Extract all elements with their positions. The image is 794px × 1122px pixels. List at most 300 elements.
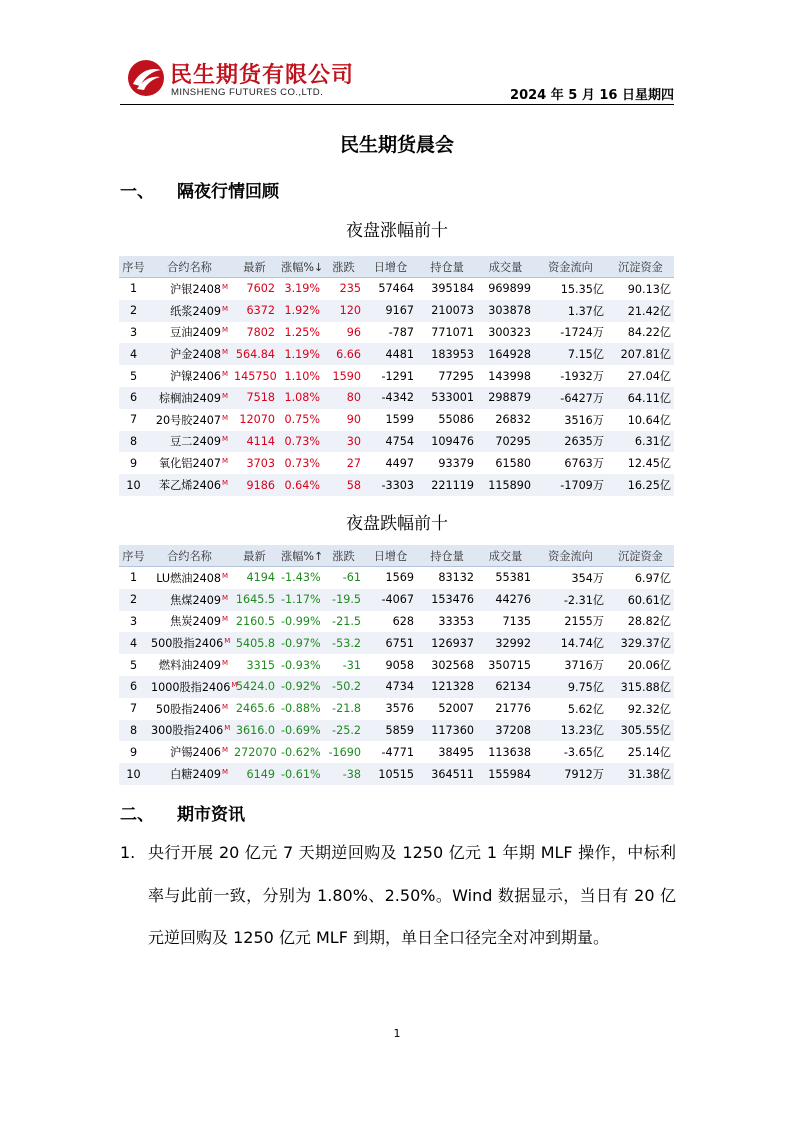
table-cell: 117360 <box>417 720 477 742</box>
table-cell <box>148 654 231 676</box>
table-cell: 145750 <box>234 369 277 383</box>
table-cell: 1599 <box>385 413 414 427</box>
table-cell: 33353 <box>438 614 474 628</box>
main-contract-mark: M <box>231 680 238 689</box>
table-row <box>119 474 674 496</box>
table-cell: 6 <box>119 387 148 409</box>
table-cell: 207.81亿 <box>607 343 674 365</box>
main-contract-mark: M <box>224 637 231 646</box>
table-cell: 272070 <box>234 745 277 759</box>
table-cell: 8 <box>119 431 148 453</box>
contract-name: 苯乙烯2406 <box>158 479 221 493</box>
column-header: 日增仓 <box>364 256 417 278</box>
table-cell: -3303 <box>364 474 417 496</box>
table-cell: 298879 <box>477 387 534 409</box>
table-row <box>119 567 674 589</box>
table-cell <box>148 698 231 720</box>
main-contract-mark: M <box>221 370 228 379</box>
table-cell: 62134 <box>477 676 534 698</box>
table-cell: 395184 <box>431 282 474 296</box>
column-header: 涨跌 <box>323 545 364 567</box>
table-cell: 10 <box>119 474 148 496</box>
main-contract-mark: M <box>221 282 228 291</box>
column-header: 持仓量 <box>417 545 477 567</box>
table-cell: 6 <box>119 676 148 698</box>
table-cell: 12.45亿 <box>627 457 671 471</box>
table-row <box>119 300 674 322</box>
column-header: 成交量 <box>477 256 534 278</box>
table-cell: 6.31亿 <box>607 431 674 453</box>
table-cell: 15.35亿 <box>560 282 604 296</box>
table-cell: -1724万 <box>560 326 604 340</box>
table-cell: 80 <box>323 387 364 409</box>
losers-table-title: 夜盘跌幅前十 <box>346 514 448 534</box>
night-losers-table <box>119 545 674 785</box>
table-cell: -21.8 <box>332 702 361 716</box>
table-cell: 1 <box>129 571 138 585</box>
table-cell: 3576 <box>385 702 414 716</box>
column-header: 合约名称 <box>148 545 231 567</box>
table-cell: 27.04亿 <box>627 370 671 384</box>
table-cell: 354万 <box>571 571 604 585</box>
table-cell: -1709万 <box>534 474 607 496</box>
table-cell: -0.97% <box>278 632 323 654</box>
table-cell: 9058 <box>385 658 414 672</box>
table-cell: 5.62亿 <box>567 702 604 716</box>
table-cell <box>148 343 231 365</box>
table-cell: 0.64% <box>278 474 323 496</box>
table-cell: 21.42亿 <box>607 300 674 322</box>
table-cell: -19.5 <box>323 589 364 611</box>
table-cell <box>148 431 231 453</box>
table-cell: 564.84 <box>231 343 278 365</box>
table-cell: -38 <box>323 763 364 785</box>
contract-name: 沪锡2406 <box>170 746 221 760</box>
section-number: 一、 <box>120 182 154 202</box>
column-header: 资金流向 <box>534 545 607 567</box>
table-cell: 21776 <box>495 702 531 716</box>
table-cell: 64.11亿 <box>607 387 674 409</box>
table-row <box>119 720 674 742</box>
table-cell: 5405.8 <box>231 632 278 654</box>
table-cell: 0.75% <box>284 413 320 427</box>
table-cell <box>148 632 231 654</box>
table-cell: 2160.5 <box>235 614 275 628</box>
table-cell: 58 <box>323 474 364 496</box>
table-cell: 969899 <box>488 282 531 296</box>
table-cell <box>148 741 231 763</box>
table-header-row <box>119 256 674 278</box>
table-cell: 55381 <box>495 571 531 585</box>
table-cell: 9.75亿 <box>534 676 607 698</box>
table-cell: 0.73% <box>284 456 320 470</box>
table-cell: 3315 <box>246 658 275 672</box>
table-row <box>119 343 674 365</box>
main-contract-mark: M <box>221 615 228 624</box>
table-cell: 3616.0 <box>231 720 278 742</box>
column-header: 最新 <box>231 545 278 567</box>
contract-name: 沪金2408 <box>170 348 221 362</box>
logo-mark-icon <box>126 58 166 98</box>
contract-name: 500股指2406 <box>151 637 224 651</box>
table-cell: 3 <box>129 325 138 339</box>
table-cell: 7602 <box>246 282 275 296</box>
report-date: 2024 年 5 月 16 日星期四 <box>510 88 674 103</box>
table-cell <box>148 365 231 387</box>
table-cell: 10.64亿 <box>627 413 671 427</box>
contract-name: 沪银2408 <box>170 282 221 296</box>
table-cell <box>148 474 231 496</box>
table-row <box>119 763 674 785</box>
table-cell: 7 <box>129 413 138 427</box>
table-cell <box>148 720 231 742</box>
table-cell: 2 <box>119 589 148 611</box>
table-cell: 9 <box>129 456 138 470</box>
table-cell: 57464 <box>378 282 414 296</box>
table-cell <box>148 409 231 431</box>
table-row <box>119 741 674 763</box>
table-cell: 1569 <box>385 571 414 585</box>
table-cell: -4342 <box>364 387 417 409</box>
table-cell <box>148 567 231 589</box>
table-cell: 3.19% <box>284 282 320 296</box>
column-header: 序号 <box>119 256 148 278</box>
table-cell: 92.32亿 <box>627 702 671 716</box>
table-cell: 9167 <box>364 300 417 322</box>
table-cell: 7802 <box>246 325 275 339</box>
contract-name: LU燃油2408 <box>156 571 221 585</box>
table-cell: 9186 <box>231 474 278 496</box>
table-cell: 60.61亿 <box>607 589 674 611</box>
column-header: 最新 <box>231 256 278 278</box>
table-cell <box>148 300 231 322</box>
table-cell: 16.25亿 <box>607 474 674 496</box>
table-cell: 6372 <box>231 300 278 322</box>
table-cell: 329.37亿 <box>607 632 674 654</box>
table-cell: 9 <box>129 745 138 759</box>
table-row <box>119 676 674 698</box>
table-row <box>119 452 674 474</box>
gainers-table-title: 夜盘涨幅前十 <box>346 221 448 241</box>
table-cell: 1.92% <box>278 300 323 322</box>
main-contract-mark: M <box>221 593 228 602</box>
table-cell: -4771 <box>381 745 414 759</box>
table-cell: 32992 <box>477 632 534 654</box>
table-cell: 10 <box>119 763 148 785</box>
table-cell <box>148 452 231 474</box>
table-cell: -1690 <box>328 745 361 759</box>
table-row <box>119 409 674 431</box>
table-row <box>119 387 674 409</box>
table-cell: 4194 <box>246 571 275 585</box>
table-cell: 3 <box>129 614 138 628</box>
column-header: 日增仓 <box>364 545 417 567</box>
table-row <box>119 589 674 611</box>
table-cell: -6427万 <box>534 387 607 409</box>
table-cell: -0.88% <box>281 702 321 716</box>
table-cell: 303878 <box>477 300 534 322</box>
table-cell: 7.15亿 <box>534 343 607 365</box>
table-cell: 300323 <box>488 325 531 339</box>
table-cell: 113638 <box>488 745 531 759</box>
contract-name: 焦煤2409 <box>170 593 221 607</box>
table-cell: 4 <box>119 343 148 365</box>
page-header <box>120 54 674 105</box>
table-cell: 1.19% <box>278 343 323 365</box>
table-cell: 28.82亿 <box>627 615 671 629</box>
contract-name: 燃料油2409 <box>158 659 221 673</box>
table-cell: 25.14亿 <box>627 746 671 760</box>
table-cell: 120 <box>323 300 364 322</box>
contract-name: 20号胶2407 <box>155 413 221 427</box>
table-cell: 221119 <box>417 474 477 496</box>
table-cell: 164928 <box>477 343 534 365</box>
table-row <box>119 365 674 387</box>
table-cell: 1.25% <box>284 325 320 339</box>
table-cell <box>148 278 231 300</box>
main-contract-mark: M <box>224 724 231 733</box>
table-cell: -0.62% <box>281 745 321 759</box>
table-cell: -25.2 <box>323 720 364 742</box>
table-cell: 364511 <box>417 763 477 785</box>
contract-name: 300股指2406 <box>151 724 224 738</box>
contract-name: 白糖2409 <box>170 768 221 782</box>
column-header: 沉淀资金 <box>607 545 674 567</box>
section-title: 期市资讯 <box>177 805 245 825</box>
table-cell: 10515 <box>364 763 417 785</box>
table-cell: 77295 <box>438 369 474 383</box>
section-heading-overnight <box>120 177 279 202</box>
table-cell: 6763万 <box>564 457 604 471</box>
table-cell <box>148 589 231 611</box>
contract-name: 棕榈油2409 <box>158 391 221 405</box>
table-cell: 55086 <box>438 413 474 427</box>
table-cell: 7135 <box>502 614 531 628</box>
column-header: 成交量 <box>477 545 534 567</box>
table-cell: 44276 <box>477 589 534 611</box>
section-title: 隔夜行情回顾 <box>177 182 279 202</box>
table-cell: 1.10% <box>284 369 320 383</box>
table-cell: 6149 <box>231 763 278 785</box>
table-cell: -0.93% <box>281 658 321 672</box>
column-header: 沉淀资金 <box>607 256 674 278</box>
table-cell: -0.61% <box>278 763 323 785</box>
table-cell: 6.97亿 <box>634 571 671 585</box>
table-cell: 4754 <box>364 431 417 453</box>
table-cell: 1 <box>129 282 138 296</box>
table-cell: 4497 <box>385 456 414 470</box>
contract-name: 氧化铝2407 <box>158 457 221 471</box>
table-cell: 143998 <box>488 369 531 383</box>
document-title: 民生期货晨会 <box>339 134 454 156</box>
table-cell: 7518 <box>231 387 278 409</box>
table-cell: 4481 <box>364 343 417 365</box>
table-cell: 3516万 <box>564 413 604 427</box>
table-cell: 533001 <box>417 387 477 409</box>
table-cell: 0.73% <box>278 431 323 453</box>
main-contract-mark: M <box>221 746 228 755</box>
column-header: 涨幅%↓ <box>278 256 323 278</box>
main-contract-mark: M <box>221 768 228 777</box>
table-cell: 13.23亿 <box>534 720 607 742</box>
table-cell: 30 <box>323 431 364 453</box>
main-contract-mark: M <box>221 457 228 466</box>
main-contract-mark: M <box>221 348 228 357</box>
table-cell <box>148 763 231 785</box>
table-cell: 350715 <box>488 658 531 672</box>
contract-name: 焦炭2409 <box>170 615 221 629</box>
main-contract-mark: M <box>221 659 228 668</box>
table-cell: 126937 <box>417 632 477 654</box>
table-cell: 4114 <box>231 431 278 453</box>
table-cell: -53.2 <box>323 632 364 654</box>
news-item-number: 1. <box>120 843 136 862</box>
table-cell: 61580 <box>495 456 531 470</box>
contract-name: 豆二2409 <box>170 435 221 449</box>
table-cell: 2155万 <box>564 615 604 629</box>
table-cell: -0.69% <box>278 720 323 742</box>
main-contract-mark: M <box>221 435 228 444</box>
table-cell: -2.31亿 <box>534 589 607 611</box>
table-cell: 52007 <box>438 702 474 716</box>
table-cell: 6.66 <box>323 343 364 365</box>
table-row <box>119 322 674 344</box>
table-cell: 3716万 <box>564 659 604 673</box>
main-contract-mark: M <box>221 391 228 400</box>
table-cell <box>148 387 231 409</box>
table-cell: 183953 <box>417 343 477 365</box>
table-cell: 1.08% <box>278 387 323 409</box>
main-contract-mark: M <box>221 304 228 313</box>
table-cell: -61 <box>342 571 361 585</box>
table-cell: -4067 <box>364 589 417 611</box>
table-cell: 27 <box>346 456 361 470</box>
table-cell: 153476 <box>417 589 477 611</box>
table-cell: 121328 <box>417 676 477 698</box>
table-cell: 93379 <box>438 456 474 470</box>
table-cell: 3703 <box>246 456 275 470</box>
contract-name: 豆油2409 <box>170 326 221 340</box>
column-header: 合约名称 <box>148 256 231 278</box>
table-cell: 83132 <box>438 571 474 585</box>
table-cell: -1.43% <box>281 571 321 585</box>
main-contract-mark: M <box>221 702 228 711</box>
table-cell: 90 <box>346 413 361 427</box>
table-cell: 37208 <box>477 720 534 742</box>
main-contract-mark: M <box>221 326 228 335</box>
table-cell: -0.99% <box>281 614 321 628</box>
table-cell: 1645.5 <box>231 589 278 611</box>
table-cell: -1.17% <box>278 589 323 611</box>
table-cell: 70295 <box>477 431 534 453</box>
table-cell: -0.92% <box>278 676 323 698</box>
table-cell: 109476 <box>417 431 477 453</box>
section-number: 二、 <box>120 805 154 825</box>
night-gainers-table <box>119 256 674 496</box>
main-contract-mark: M <box>221 479 228 488</box>
table-cell: 7 <box>129 702 138 716</box>
table-cell: 1.37亿 <box>534 300 607 322</box>
table-cell: 115890 <box>477 474 534 496</box>
column-header: 序号 <box>119 545 148 567</box>
table-cell: 84.22亿 <box>627 326 671 340</box>
company-logo <box>126 56 366 100</box>
table-row <box>119 611 674 633</box>
table-cell: 20.06亿 <box>627 659 671 673</box>
section-heading-news <box>120 800 245 825</box>
main-contract-mark: M <box>221 413 228 422</box>
news-item-text: 央行开展 20 亿元 7 天期逆回购及 1250 亿元 1 年期 MLF 操作，中标利率与此前一致，分别为 1.80%、2.50%。Wind 数据显示，当日有 20 亿元逆回购及 1250 亿元 MLF 到期，单日全口径完全对冲到期量。 <box>148 843 676 947</box>
table-cell <box>148 676 238 698</box>
table-cell: 628 <box>392 614 414 628</box>
table-cell: 5424.0 <box>231 676 278 698</box>
table-cell: 26832 <box>495 413 531 427</box>
table-row <box>119 431 674 453</box>
page-number: 1 <box>393 1027 401 1040</box>
column-header: 涨幅%↑ <box>278 545 323 567</box>
table-row <box>119 278 674 300</box>
table-cell: 2465.6 <box>235 702 275 716</box>
table-cell: -1291 <box>381 369 414 383</box>
logo-chinese-name: 民生期货有限公司 <box>170 63 355 88</box>
contract-name: 纸浆2409 <box>170 304 221 318</box>
table-cell: 210073 <box>417 300 477 322</box>
table-cell: 771071 <box>431 325 474 339</box>
table-cell <box>148 611 231 633</box>
table-header-row <box>119 545 674 567</box>
table-cell: 8 <box>119 720 148 742</box>
table-cell: 302568 <box>431 658 474 672</box>
table-cell: 4 <box>119 632 148 654</box>
table-cell: 31.38亿 <box>607 763 674 785</box>
table-cell: 7912万 <box>534 763 607 785</box>
table-cell: 1590 <box>332 369 361 383</box>
table-cell: -3.65亿 <box>563 746 604 760</box>
table-cell: 96 <box>346 325 361 339</box>
table-cell: 2635万 <box>534 431 607 453</box>
contract-name: 沪镍2406 <box>170 370 221 384</box>
column-header: 资金流向 <box>534 256 607 278</box>
column-header: 持仓量 <box>417 256 477 278</box>
news-item <box>120 832 676 960</box>
table-row <box>119 632 674 654</box>
table-row <box>119 698 674 720</box>
logo-english-name: MINSHENG FUTURES CO.,LTD. <box>171 87 324 98</box>
table-cell: -1932万 <box>560 370 604 384</box>
table-cell: 315.88亿 <box>607 676 674 698</box>
table-cell: 235 <box>339 282 361 296</box>
table-cell: 14.74亿 <box>534 632 607 654</box>
contract-name: 50股指2406 <box>155 702 221 716</box>
table-cell: 6751 <box>364 632 417 654</box>
table-cell: -787 <box>388 325 414 339</box>
table-cell: 305.55亿 <box>607 720 674 742</box>
table-cell: 2 <box>119 300 148 322</box>
table-cell <box>148 322 231 344</box>
table-cell: 155984 <box>477 763 534 785</box>
table-cell: 5 <box>129 658 138 672</box>
table-cell: 12070 <box>239 413 275 427</box>
column-header: 涨跌 <box>323 256 364 278</box>
table-cell: 4734 <box>364 676 417 698</box>
table-row <box>119 654 674 676</box>
table-cell: 5 <box>129 369 138 383</box>
table-cell: 38495 <box>438 745 474 759</box>
table-cell: -31 <box>342 658 361 672</box>
table-cell: -21.5 <box>332 614 361 628</box>
contract-name: 1000股指2406 <box>151 680 231 694</box>
table-cell: -50.2 <box>323 676 364 698</box>
